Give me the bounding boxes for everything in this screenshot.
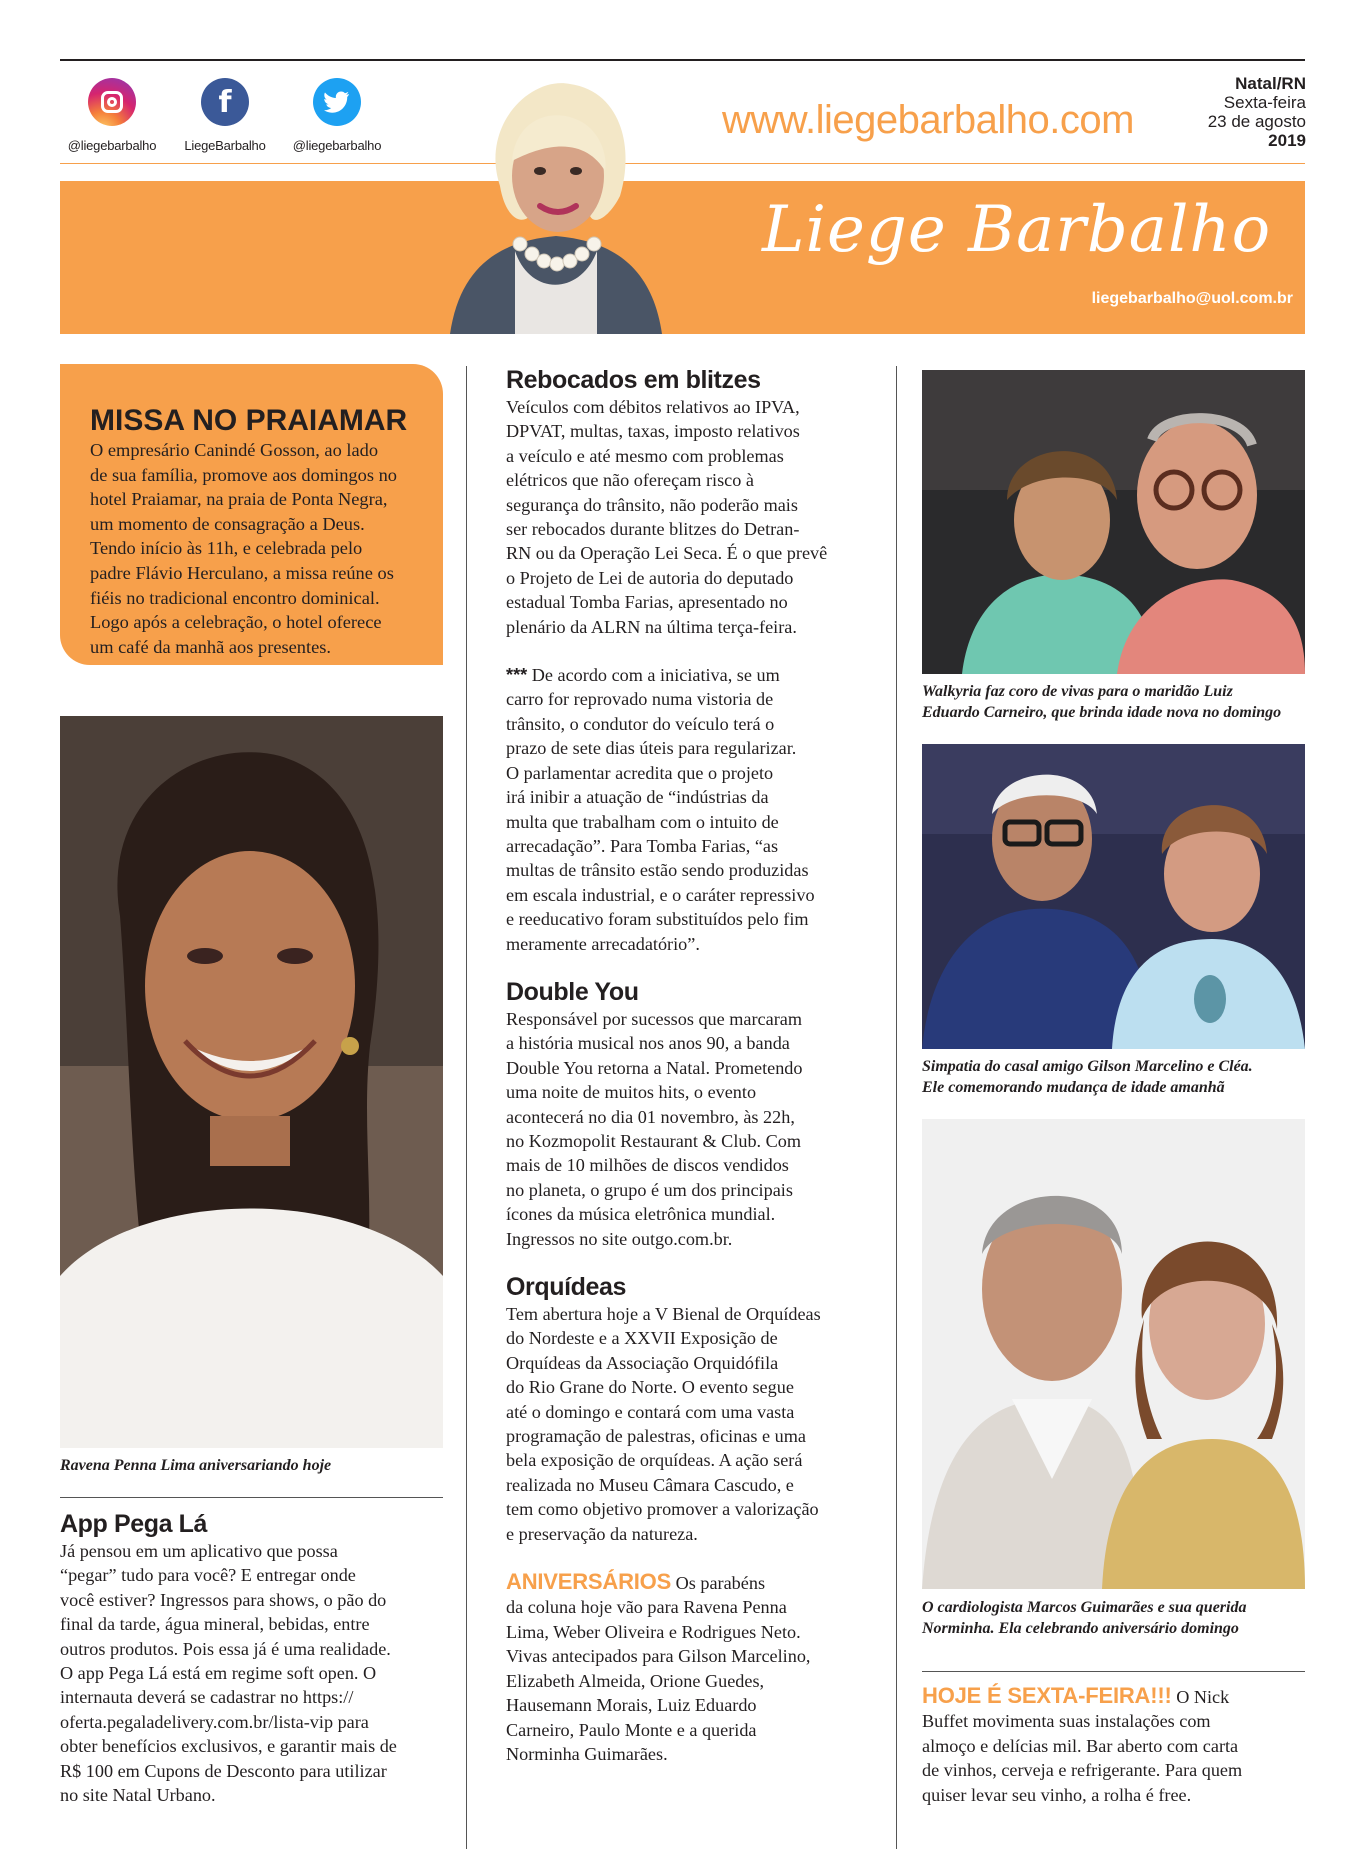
orquideas-line: bela exposição de orquídeas. A ação será bbox=[506, 1450, 803, 1471]
social-facebook[interactable] bbox=[170, 78, 280, 153]
orquideas-line: tem como objetivo promover a valorização bbox=[506, 1499, 819, 1520]
caption-line: Ele comemorando mudança de idade amanhã bbox=[922, 1079, 1225, 1096]
rebocados2-line: meramente arrecadatório”. bbox=[506, 933, 700, 954]
rebocados-line: RN ou da Operação Lei Seca. É o que prevê bbox=[506, 543, 828, 564]
photo-gilson-clea bbox=[922, 744, 1305, 1049]
twitter-icon[interactable] bbox=[313, 78, 361, 126]
column-2 bbox=[506, 366, 876, 1766]
caption-line: Simpatia do casal amigo Gilson Marcelino e Cléa. bbox=[922, 1058, 1253, 1075]
double-line: Double You retorna a Natal. Prometendo bbox=[506, 1057, 803, 1078]
orquideas-line: Tem abertura hoje a V Bienal de Orquídeas bbox=[506, 1304, 821, 1324]
social-instagram[interactable] bbox=[57, 78, 167, 153]
app-line: você estiver? Ingressos para shows, o pão do bbox=[60, 1589, 387, 1610]
caption-line: Eduardo Carneiro, que brinda idade nova no domingo bbox=[922, 704, 1282, 721]
rebocados-title: Rebocados em blitzes bbox=[506, 366, 761, 394]
social-twitter[interactable] bbox=[282, 78, 392, 153]
sexta-line: almoço e delícias mil. Bar aberto com carta bbox=[922, 1735, 1239, 1756]
orquideas-line: até o domingo e contará com uma vasta bbox=[506, 1401, 795, 1422]
caption-line: Walkyria faz coro de vivas para o maridão Luiz bbox=[922, 683, 1233, 700]
rebocados2-line: carro for reprovado numa vistoria de bbox=[506, 689, 774, 710]
sexta-line: quiser levar seu vinho, a rolha é free. bbox=[922, 1784, 1192, 1805]
double-line: Responsável por sucessos que marcaram bbox=[506, 1008, 802, 1029]
caption-line: Norminha. Ela celebrando aniversário domingo bbox=[922, 1620, 1239, 1637]
rebocados2-line: irá inibir a atuação de “indústrias da bbox=[506, 787, 769, 808]
missa-box bbox=[60, 364, 443, 665]
app-line: oferta.pegaladelivery.com.br/lista-vip para bbox=[60, 1711, 369, 1732]
missa-line: fiéis no tradicional encontro dominical. bbox=[90, 587, 380, 608]
orquideas-title: Orquídeas bbox=[506, 1273, 627, 1301]
rebocados2-line: prazo de sete dias úteis para regularizar. bbox=[506, 738, 797, 759]
rebocados-line: estadual Tomba Farias, apresentado no bbox=[506, 592, 788, 613]
aniversarios-line: da coluna hoje vão para Ravena Penna bbox=[506, 1597, 787, 1618]
app-title: App Pega Lá bbox=[60, 1510, 208, 1538]
aniversarios-line: Elizabeth Almeida, Orione Guedes, bbox=[506, 1670, 765, 1691]
caption-marcos bbox=[922, 1597, 1246, 1639]
column-rule-right bbox=[896, 366, 897, 1849]
app-article bbox=[60, 1510, 397, 1807]
rebocados2-line: em escala industrial, e o caráter repressivo bbox=[506, 884, 815, 905]
double-line: no planeta, o grupo é um dos principais bbox=[506, 1179, 793, 1200]
instagram-handle: @liegebarbalho bbox=[67, 138, 157, 153]
rebocados-line: segurança do trânsito, não poderão mais bbox=[506, 494, 798, 515]
orquideas-line: do Rio Grane do Norte. O evento segue bbox=[506, 1377, 794, 1398]
aniversarios-line: Norminha Guimarães. bbox=[506, 1743, 668, 1764]
col3-divider bbox=[922, 1671, 1305, 1672]
double-line: acontecerá no dia 01 novembro, às 22h, bbox=[506, 1106, 795, 1127]
sexta-line: de vinhos, cerveja e refrigerante. Para quem bbox=[922, 1760, 1243, 1781]
app-line: no site Natal Urbano. bbox=[60, 1785, 216, 1806]
app-line: Já pensou em um aplicativo que possa bbox=[60, 1541, 338, 1561]
dateline bbox=[1208, 74, 1306, 150]
aniversarios-line: Lima, Weber Oliveira e Rodrigues Neto. bbox=[506, 1621, 801, 1642]
caption-gilson bbox=[922, 1056, 1253, 1098]
double-line: a história musical nos anos 90, a banda bbox=[506, 1033, 790, 1054]
app-line: O app Pega Lá está em regime soft open. O bbox=[60, 1663, 377, 1684]
missa-line: um momento de consagração a Deus. bbox=[90, 513, 365, 534]
city: Natal/RN bbox=[1235, 74, 1306, 93]
rebocados2-line: arrecadação”. Para Tomba Farias, “as bbox=[506, 835, 779, 856]
sexta-line: Buffet movimenta suas instalações com bbox=[922, 1711, 1211, 1732]
missa-line: O empresário Canindé Gosson, ao lado bbox=[90, 440, 379, 460]
orquideas-line: realizada no Museu Câmara Cascudo, e bbox=[506, 1474, 794, 1495]
rebocados2-line: De acordo com a iniciativa, se um bbox=[527, 665, 780, 686]
sexta-article bbox=[922, 1684, 1305, 1807]
col1-divider bbox=[60, 1497, 443, 1498]
missa-line: padre Flávio Herculano, a missa reúne os bbox=[90, 562, 394, 583]
rebocados-line: a veículo e até mesmo com problemas bbox=[506, 445, 784, 466]
weekday: Sexta-feira bbox=[1223, 93, 1306, 112]
photo-walkyria-luiz bbox=[922, 370, 1305, 674]
rebocados2-line: O parlamentar acredita que o projeto bbox=[506, 762, 774, 783]
rebocados2-line: e reeducativo foram substituídos pelo fim bbox=[506, 909, 809, 930]
rebocados-line: ser rebocados durante blitzes do Detran- bbox=[506, 519, 800, 540]
app-line: internauta deverá se cadastrar no https:// bbox=[60, 1687, 354, 1708]
column-rule-left bbox=[466, 366, 467, 1849]
caption-line: O cardiologista Marcos Guimarães e sua querida bbox=[922, 1599, 1247, 1616]
app-line: R$ 100 em Cupons de Desconto para utilizar bbox=[60, 1760, 387, 1781]
facebook-handle: LiegeBarbalho bbox=[184, 138, 266, 153]
double-line: mais de 10 milhões de discos vendidos bbox=[506, 1155, 789, 1176]
missa-line: de sua família, promove aos domingos no bbox=[90, 464, 397, 485]
aniversarios-line: Vivas antecipados para Gilson Marcelino, bbox=[506, 1646, 811, 1667]
orquideas-line: Orquídeas da Associação Orquidófila bbox=[506, 1352, 779, 1373]
app-line: outros produtos. Pois essa já é uma realidade. bbox=[60, 1638, 391, 1659]
rebocados-line: o Projeto de Lei de autoria do deputado bbox=[506, 567, 794, 588]
caption-ravena: Ravena Penna Lima aniversariando hoje bbox=[60, 1457, 332, 1474]
rebocados-line: elétricos que não ofereçam risco à bbox=[506, 470, 754, 491]
top-rule bbox=[60, 59, 1305, 61]
orquideas-line: e preservação da natureza. bbox=[506, 1523, 698, 1544]
columnist-portrait bbox=[420, 66, 692, 334]
rebocados-line: Veículos com débitos relativos ao IPVA, bbox=[506, 397, 800, 417]
year: 2019 bbox=[1268, 131, 1306, 150]
instagram-icon[interactable] bbox=[88, 78, 136, 126]
app-line: final da tarde, água mineral, bebidas, entre bbox=[60, 1614, 370, 1635]
facebook-icon[interactable]: f bbox=[201, 78, 249, 126]
app-line: obter benefícios exclusivos, e garantir mais de bbox=[60, 1736, 397, 1757]
double-line: Ingressos no site outgo.com.br. bbox=[506, 1228, 733, 1249]
missa-line: Logo após a celebração, o hotel oferece bbox=[90, 612, 382, 633]
missa-line: hotel Praiamar, na praia de Ponta Negra, bbox=[90, 489, 388, 510]
columnist-name: Liege Barbalho bbox=[762, 193, 1272, 267]
rebocados2-line: trânsito, o condutor do veículo terá o bbox=[506, 713, 775, 734]
photo-marcos-norminha bbox=[922, 1119, 1305, 1589]
double-title: Double You bbox=[506, 977, 639, 1006]
rebocados-line: plenário da ALRN na última terça-feira. bbox=[506, 616, 797, 637]
aniversarios-kicker: ANIVERSÁRIOS bbox=[506, 1569, 672, 1595]
aniversarios-line: Carneiro, Paulo Monte e a querida bbox=[506, 1719, 757, 1740]
caption-walkyria bbox=[922, 681, 1281, 723]
sexta-line: O Nick bbox=[1171, 1687, 1230, 1707]
stars-marker: *** bbox=[506, 665, 528, 686]
double-line: uma noite de muitos hits, o evento bbox=[506, 1082, 757, 1103]
orquideas-line: do Nordeste e a XXVII Exposição de bbox=[506, 1328, 778, 1349]
sexta-kicker: HOJE É SEXTA-FEIRA!!! bbox=[922, 1683, 1172, 1708]
missa-line: Tendo início às 11h, e celebrada pelo bbox=[90, 538, 363, 559]
photo-ravena bbox=[60, 716, 443, 1448]
double-line: ícones da música eletrônica mundial. bbox=[506, 1204, 776, 1225]
missa-title: MISSA NO PRAIAMAR bbox=[90, 404, 408, 437]
orquideas-line: programação de palestras, oficinas e uma bbox=[506, 1426, 806, 1447]
app-line: “pegar” tudo para você? E entregar onde bbox=[60, 1565, 356, 1586]
website-link[interactable]: www.liegebarbalho.com bbox=[722, 98, 1134, 142]
missa-line: um café da manhã aos presentes. bbox=[90, 636, 332, 657]
aniversarios-line: Os parabéns bbox=[671, 1573, 766, 1594]
aniversarios-line: Hausemann Morais, Luiz Eduardo bbox=[506, 1695, 757, 1716]
date: 23 de agosto bbox=[1207, 112, 1306, 131]
columnist-email[interactable]: liegebarbalho@uol.com.br bbox=[1091, 290, 1293, 307]
rebocados2-line: multa que trabalham com o intuito de bbox=[506, 811, 779, 832]
rebocados2-line: multas de trânsito estão sendo produzidas bbox=[506, 860, 809, 881]
twitter-handle: @liegebarbalho bbox=[292, 138, 382, 153]
rebocados-line: DPVAT, multas, taxas, imposto relativos bbox=[506, 421, 800, 442]
double-line: no Kozmopolit Restaurant & Club. Com bbox=[506, 1130, 802, 1151]
